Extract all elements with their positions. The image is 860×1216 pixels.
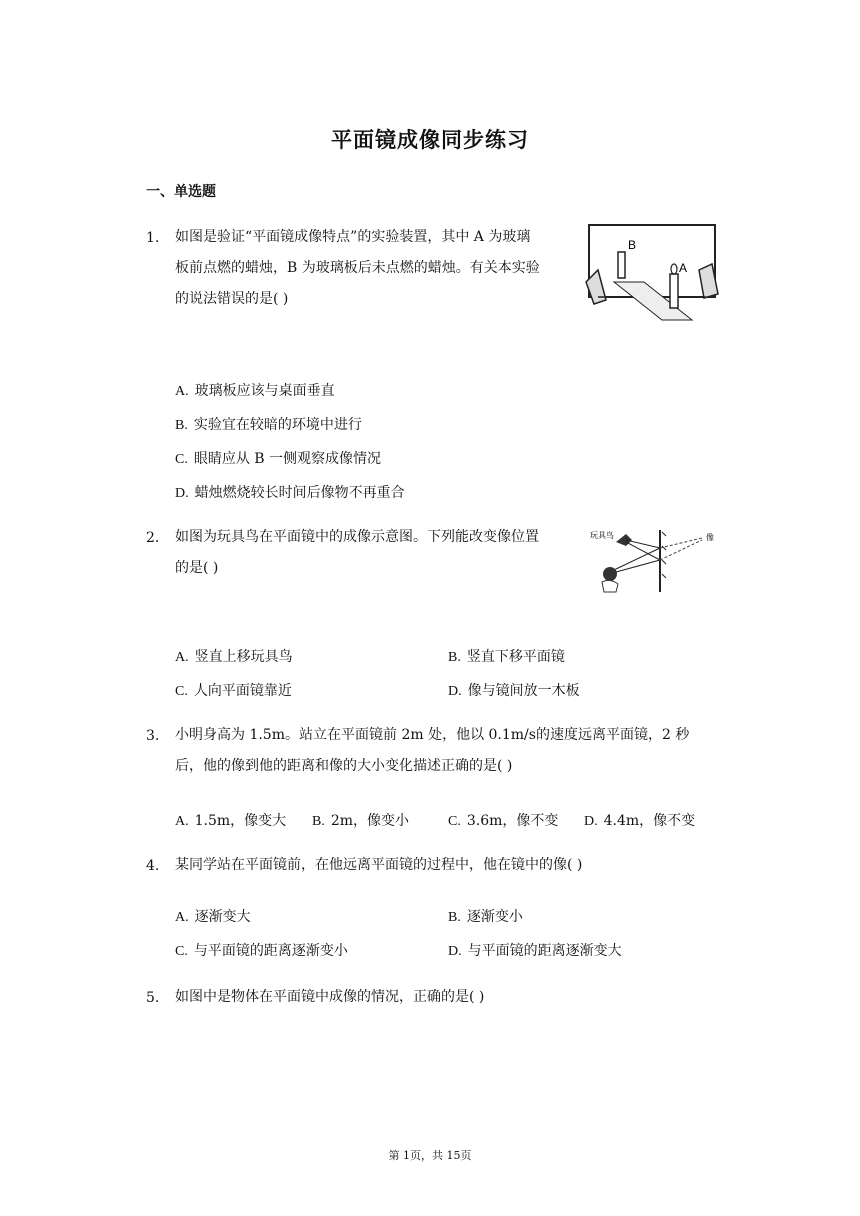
question-2-figure <box>590 526 720 596</box>
stem-line: 的说法错误的是( ) <box>175 291 289 307</box>
question-2-option-b[interactable]: B. 竖直下移平面镜 <box>448 649 565 665</box>
question-2-option-c[interactable]: C. 人向平面镜靠近 <box>175 683 292 699</box>
question-3-option-a[interactable]: A. 1.5m，像变大 <box>175 813 287 829</box>
stem-line: 如图为玩具鸟在平面镜中的成像示意图。下列能改变像位置 <box>175 529 539 545</box>
figure-label-image: 像 <box>706 533 714 542</box>
stem-line: 某同学站在平面镜前，在他远离平面镜的过程中，他在镜中的像( ) <box>175 857 583 873</box>
question-1-number: 1. <box>146 230 160 246</box>
stem-line: 后，他的像到他的距离和像的大小变化描述正确的是( ) <box>175 758 513 774</box>
question-3-option-b[interactable]: B. 2m，像变小 <box>312 813 410 829</box>
question-2-option-a[interactable]: A. 竖直上移玩具鸟 <box>175 649 293 665</box>
section-heading: 一、单选题 <box>146 184 216 200</box>
question-4-option-c[interactable]: C. 与平面镜的距离逐渐变小 <box>175 943 348 959</box>
question-3-option-d[interactable]: D. 4.4m，像不变 <box>584 813 696 829</box>
stem-line: 小明身高为 1.5m。站立在平面镜前 2m 处，他以 0.1m/s的速度远离平面镜，2 秒 <box>175 727 690 743</box>
question-2-stem <box>175 522 539 584</box>
figure-label-a: A <box>679 261 688 275</box>
question-1-option-c[interactable]: C. 眼睛应从 B 一侧观察成像情况 <box>175 451 382 467</box>
question-1-figure <box>584 222 720 324</box>
page-title: 平面镜成像同步练习 <box>331 128 529 152</box>
stem-line: 板前点燃的蜡烛，B 为玻璃板后未点燃的蜡烛。有关本实验 <box>175 260 540 276</box>
question-5-number: 5. <box>146 990 160 1006</box>
question-4-option-a[interactable]: A. 逐渐变大 <box>175 909 251 925</box>
question-4-option-d[interactable]: D. 与平面镜的距离逐渐变大 <box>448 943 622 959</box>
figure-label-toy-bird: 玩具鸟 <box>590 531 614 540</box>
page-footer: 第 1页，共 15页 <box>388 1149 472 1162</box>
question-1-option-a[interactable]: A. 玻璃板应该与桌面垂直 <box>175 383 335 399</box>
stem-line: 的是( ) <box>175 560 219 576</box>
stem-line: 如图中是物体在平面镜中成像的情况，正确的是( ) <box>175 989 485 1005</box>
question-2-number: 2. <box>146 530 160 546</box>
question-4-stem <box>175 850 582 881</box>
question-4-option-b[interactable]: B. 逐渐变小 <box>448 909 523 925</box>
question-1-option-d[interactable]: D. 蜡烛燃烧较长时间后像物不再重合 <box>175 485 405 501</box>
stem-line: 如图是验证“平面镜成像特点”的实验装置，其中 A 为玻璃 <box>175 229 531 245</box>
question-1-option-b[interactable]: B. 实验宜在较暗的环境中进行 <box>175 417 362 433</box>
question-2-option-d[interactable]: D. 像与镜间放一木板 <box>448 683 580 699</box>
question-4-number: 4. <box>146 858 160 874</box>
question-3-option-c[interactable]: C. 3.6m，像不变 <box>448 813 559 829</box>
question-3-stem <box>175 720 689 782</box>
figure-label-b: B <box>628 238 637 252</box>
question-1-stem <box>175 222 540 315</box>
question-3-number: 3. <box>146 728 160 744</box>
question-5-stem <box>175 982 484 1013</box>
